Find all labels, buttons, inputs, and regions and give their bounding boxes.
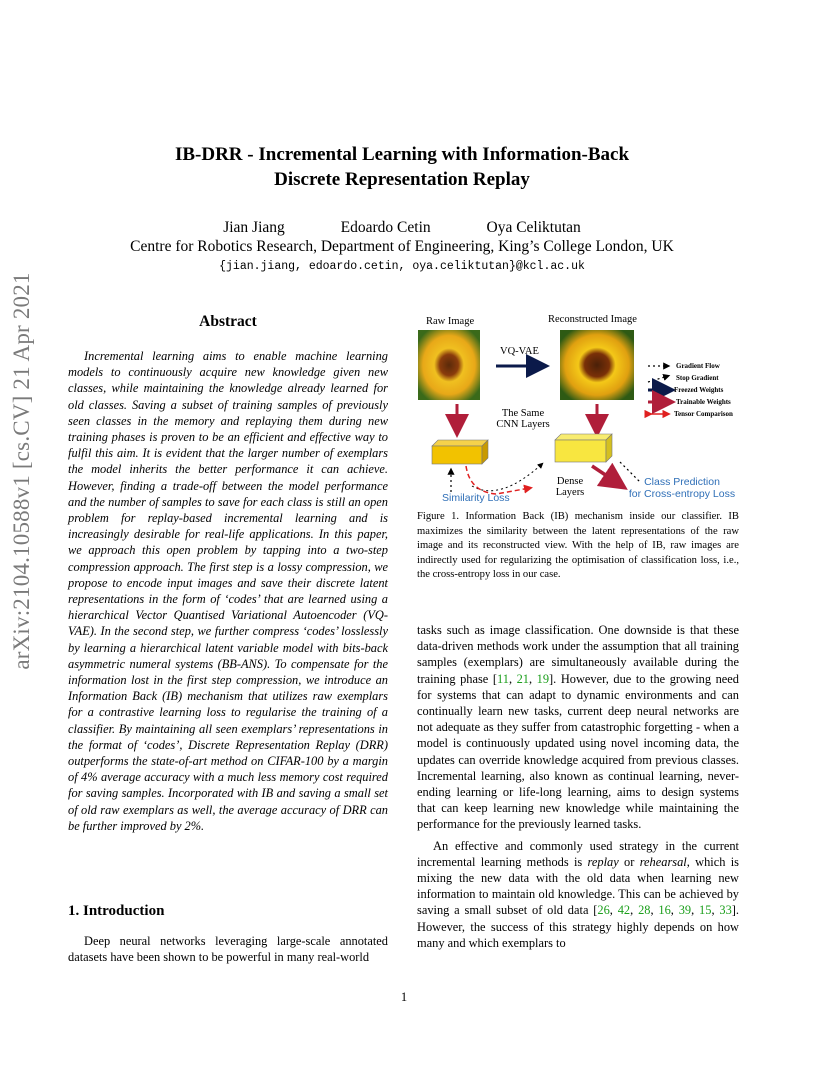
- citation-link[interactable]: 21: [516, 671, 529, 686]
- dense-layers-label: [550, 476, 590, 498]
- class-prediction-label: [626, 476, 738, 500]
- raw-image-thumbnail: [418, 330, 480, 400]
- intro-column-right: [417, 622, 739, 951]
- emphasis-rehearsal: rehearsal: [639, 854, 687, 869]
- citation-link[interactable]: 11: [497, 671, 509, 686]
- raw-image-label: Raw Image: [426, 316, 475, 327]
- reconstructed-image-label: Reconstructed Image: [548, 314, 637, 325]
- legend-freezed-weights: Freezed Weights: [674, 386, 724, 394]
- emphasis-replay: replay: [587, 854, 619, 869]
- citation-link[interactable]: 16: [658, 903, 671, 918]
- citation-link[interactable]: 28: [638, 903, 651, 918]
- citation-link[interactable]: 39: [678, 903, 692, 918]
- reconstructed-image-thumbnail: [560, 330, 634, 400]
- citation-link[interactable]: 26: [597, 903, 610, 918]
- intro-text-segment: An effective and commonly used strategy in the current incremental learning methods is: [417, 838, 739, 869]
- abstract-body: [68, 348, 388, 834]
- figure-1-caption: Figure 1. Information Back (IB) mechanism inside our classifier. IB maximizes the similarity between the latent representations of the raw image and its reconstructed view. With the help of IB, raw images are indirectly used for regularizing the optimisation of classification loss, i.e., the cross-entropy loss in our case.: [417, 511, 739, 580]
- author-3: Oya Celiktutan: [486, 219, 581, 236]
- legend-stop-gradient: Stop Gradient: [676, 374, 719, 382]
- dense-label-line-1: Dense: [556, 476, 584, 487]
- affiliation: Centre for Robotics Research, Department of Engineering, King’s College London, UK: [130, 238, 674, 255]
- intro-text-segment: , which is mixing the new data with the old data when learning new information to maintain old knowledge. This can be achieved by saving a small subset of old data [: [417, 854, 739, 918]
- dense-label-line-2: Layers: [555, 487, 585, 498]
- intro-paragraph-2: An effective and commonly used strategy in the current incremental learning methods is replay or rehearsal, which is mixing the new data with the old data when learning new information to maintain old knowledge. This can be achieved by saving a small subset of old data [26, 42, 28, 16, 39, 15, 33]. However, the success of this strategy highly depends on how many and which exemplars to: [417, 838, 739, 950]
- page-number: 1: [400, 990, 408, 1004]
- title-line-2: Discrete Representation Replay: [274, 169, 530, 190]
- arxiv-side-stamp: arXiv:2104.10588v1 [cs.CV] 21 Apr 2021: [9, 272, 34, 670]
- citation-link[interactable]: 42: [617, 903, 631, 918]
- intro-text-segment: ]. However, due to the growing need for systems that can adapt to dynamic environments and can continually learn new tasks, current deep neural networks are not adequate as they suffer from catastrophic forgetting - when a model is continuously updated using novel incoming data, the updates can override knowledge acquired from previous classes. Incremental learning, also known as continual learning, never-ending learning or life-long learning, aims to design systems that can keep learning new knowledge while maintaining the performance for the previously learned tasks.: [417, 671, 739, 832]
- author-emails: {jian.jiang, edoardo.cetin, oya.celiktutan}@kcl.ac.uk: [219, 260, 585, 273]
- class-pred-line-2: for Cross-entropy Loss: [628, 488, 736, 500]
- section-heading-introduction: 1. Introduction: [68, 903, 165, 919]
- citation-link[interactable]: 15: [699, 903, 712, 918]
- title-line-1: IB-DRR - Incremental Learning with Information-Back: [174, 144, 630, 165]
- intro-paragraph-1-start: Deep neural networks leveraging large-scale annotated datasets have been shown to be powerful in many real-world: [68, 934, 388, 965]
- cnn-block-left: [432, 446, 482, 464]
- similarity-loss-label: Similarity Loss: [442, 492, 510, 504]
- intro-paragraph-1-cont: tasks such as image classification. One downside is that these data-driven methods work under the assumption that all training samples (exemplars) are simultaneously available during the training phase [11, 21, 19]. However, due to the growing need for systems that can adapt to dynamic environments and can continually learn new tasks, current deep neural networks are not adequate as they suffer from catastrophic forgetting - when a model is continuously updated using novel incoming data, the updates can override knowledge acquired from previous classes. Incremental learning, also known as continual learning, never-ending learning or life-long learning, aims to design systems that can keep learning new knowledge while maintaining the performance for the previously learned tasks.: [417, 623, 739, 832]
- paper-title: [100, 142, 704, 192]
- intro-text-segment: ]. However, the success of this strategy highly depends on how many and which exemplars to: [417, 903, 739, 950]
- figure-1-diagram: [410, 308, 750, 508]
- abstract-paragraph: Incremental learning aims to enable machine learning models to continuously acquire new knowledge given new classes, while maintaining the knowledge already learned for old classes. Saving a subset of training samples of previously seen classes in the memory and replaying them during new training phases is proven to be an efficient and effective way to fulfil this aim. It is evident that the larger number of exemplars the model inherits the better performance it can achieve. However, finding a trade-off between the model performance and the number of samples to save for each class is still an open problem for replay-based incremental learning and is increasingly desirable for real-life applications. In this paper, we approach this open problem by tapping into a two-step compression approach. The first step is a lossy compression, we propose to encode input images and save their discrete latent representations in the form of ‘codes’ that are learned using a hierarchical Vector Quantised Variational Autoencoder (VQ-VAE). In the second step, we further compress ‘codes’ losslessly by learning a hierarchical latent variable model with bits-back asymmetric numeral systems (BB-ANS). To compensate for the information lost in the first step compression, we introduce an Information Back (IB) mechanism that utilizes raw exemplars for a contrastive learning loss to regularise the training of a classifier. By maintaining all seen exemplars’ representations in the format of ‘codes’, Discrete Representation Replay (DRR) outperforms the state-of-art method on CIFAR-100 by a margin of 4% average accuracy with a much less memory cost required for saving samples. Incorporated with IB and saving a small set of old raw exemplars as well, the average accuracy of DRR can be further improved by 2%.: [68, 349, 388, 833]
- author-list: [100, 219, 704, 237]
- author-2: Edoardo Cetin: [340, 219, 431, 236]
- citation-link[interactable]: 19: [536, 671, 550, 686]
- abstract-heading: Abstract: [199, 313, 257, 330]
- class-pred-line-1: Class Prediction: [644, 476, 720, 488]
- intro-text-segment: tasks such as image classification. One downside is that these data-driven methods work under the assumption that all training samples (exemplars) are simultaneously available during the training phase [: [417, 623, 739, 686]
- cnn-label-line-2: CNN Layers: [496, 419, 550, 430]
- citation-link[interactable]: 33: [719, 903, 732, 918]
- legend-gradient-flow: Gradient Flow: [676, 362, 720, 370]
- vqvae-label: VQ-VAE: [500, 346, 539, 357]
- cnn-layers-label: [496, 408, 550, 430]
- author-1: Jian Jiang: [223, 219, 285, 236]
- cnn-label-line-1: The Same: [501, 408, 545, 419]
- legend-trainable-weights: Trainable Weights: [676, 398, 731, 406]
- legend-tensor-comparison: Tensor Comparison: [674, 410, 733, 418]
- intro-column-left: [68, 933, 388, 966]
- intro-text-segment: or: [618, 854, 640, 869]
- cnn-block-right: [555, 440, 606, 462]
